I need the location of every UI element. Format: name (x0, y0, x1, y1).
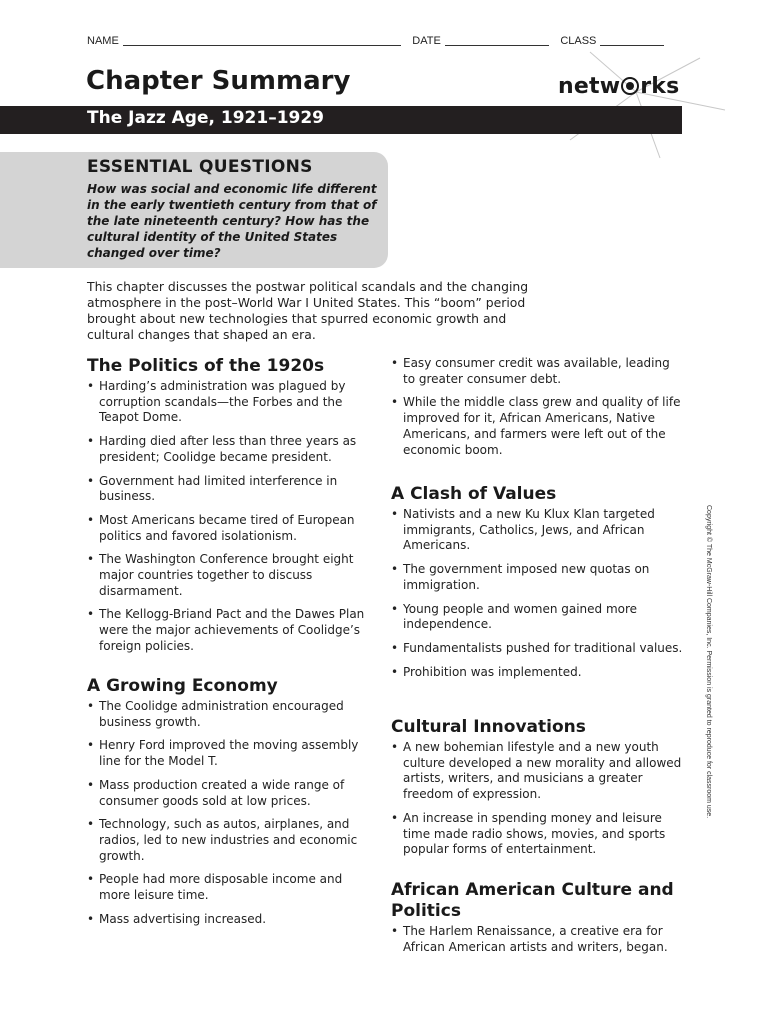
list-item: • Harding’s administration was plagued by corruption scandals—the Forbes and the Teapot Dome. (87, 379, 377, 426)
list-item: • The Washington Conference brought eight major countries together to discuss disarmament. (87, 552, 377, 599)
class-line[interactable] (600, 45, 664, 46)
bullet-list (391, 507, 683, 680)
copyright-notice (700, 505, 712, 845)
name-line[interactable] (123, 45, 401, 46)
list-item: • People had more disposable income and more leisure time. (87, 872, 377, 903)
bullet-list (87, 699, 377, 927)
list-item: • Young people and women gained more independence. (391, 602, 683, 633)
date-line[interactable] (445, 45, 549, 46)
list-item: • Mass advertising increased. (87, 912, 377, 928)
section-economy-continued (391, 356, 683, 466)
list-item: • Harding died after less than three years as president; Coolidge became president. (87, 434, 377, 465)
list-item: • Henry Ford improved the moving assembly line for the Model T. (87, 738, 377, 769)
section-heading: A Growing Economy (87, 676, 278, 696)
name-label: NAME (87, 35, 119, 47)
list-item: • Easy consumer credit was available, leading to greater consumer debt. (391, 356, 683, 387)
list-item: • An increase in spending money and leisure time made radio shows, movies, and sports popular forms of entertainment. (391, 811, 683, 858)
list-item: • While the middle class grew and quality of life improved for it, African Americans, Native Americans, and farmers were left out of the economic boom. (391, 395, 683, 458)
list-item: • Most Americans became tired of European politics and favored isolationism. (87, 513, 377, 544)
logo-text-end: rks (640, 74, 680, 99)
list-item: • The Kellogg-Briand Pact and the Dawes Plan were the major achievements of Coolidge’s foreign policies. (87, 607, 377, 654)
class-label: CLASS (560, 35, 597, 47)
section-heading: African American Culture and Politics (391, 880, 674, 921)
list-item: • Mass production created a wide range of consumer goods sold at low prices. (87, 778, 377, 809)
header-fields (87, 34, 672, 47)
bullet-list (87, 379, 377, 655)
copyright-text: Copyright © The McGraw-Hill Companies, Inc. Permission is granted to reproduce for classroom use. (705, 505, 712, 819)
section-african-american-culture (391, 880, 683, 963)
bullet-list (391, 356, 683, 458)
section-heading: Cultural Innovations (391, 717, 586, 737)
list-item: • Prohibition was implemented. (391, 665, 683, 681)
logo-text-start: netw (558, 74, 621, 99)
section-clash-of-values (391, 484, 683, 688)
list-item: • Technology, such as autos, airplanes, and radios, led to new industries and economic growth. (87, 817, 377, 864)
list-item: • The Harlem Renaissance, a creative era for African American artists and writers, began. (391, 924, 683, 955)
list-item: • A new bohemian lifestyle and a new youth culture developed a new morality and allowed artists, writers, and musicians a greater freedom of expression. (391, 740, 683, 803)
bullet-list (391, 924, 683, 955)
list-item: • Nativists and a new Ku Klux Klan targeted immigrants, Catholics, Jews, and African Americans. (391, 507, 683, 554)
list-item: • Government had limited interference in business. (87, 474, 377, 505)
section-politics (87, 356, 377, 663)
section-heading: A Clash of Values (391, 484, 557, 504)
logo-rays-graphic (560, 50, 730, 160)
list-item: • Fundamentalists pushed for traditional values. (391, 641, 683, 657)
page-title: Chapter Summary (86, 66, 351, 96)
section-economy (87, 676, 377, 935)
section-heading: The Politics of the 1920s (87, 356, 325, 376)
list-item: • The government imposed new quotas on immigration. (391, 562, 683, 593)
networks-logo (558, 74, 679, 99)
essential-questions-heading: ESSENTIAL QUESTIONS (87, 157, 313, 177)
bullet-list (391, 740, 683, 858)
chapter-subtitle: The Jazz Age, 1921–1929 (87, 108, 325, 128)
essential-questions-text: How was social and economic life different in the early twentieth century from that of the late nineteenth century? How has the cultural identity of the United States changed over time? (87, 182, 377, 260)
list-item: • The Coolidge administration encouraged business growth. (87, 699, 377, 730)
date-label: DATE (412, 35, 441, 47)
intro-paragraph: This chapter discusses the postwar political scandals and the changing atmosphere in the post–World War I United States. This “boom” period brought about new technologies that spurred economic growth and cultural changes that shaped an era. (87, 279, 529, 342)
section-cultural-innovations (391, 717, 683, 866)
logo-globe-icon (621, 77, 639, 95)
